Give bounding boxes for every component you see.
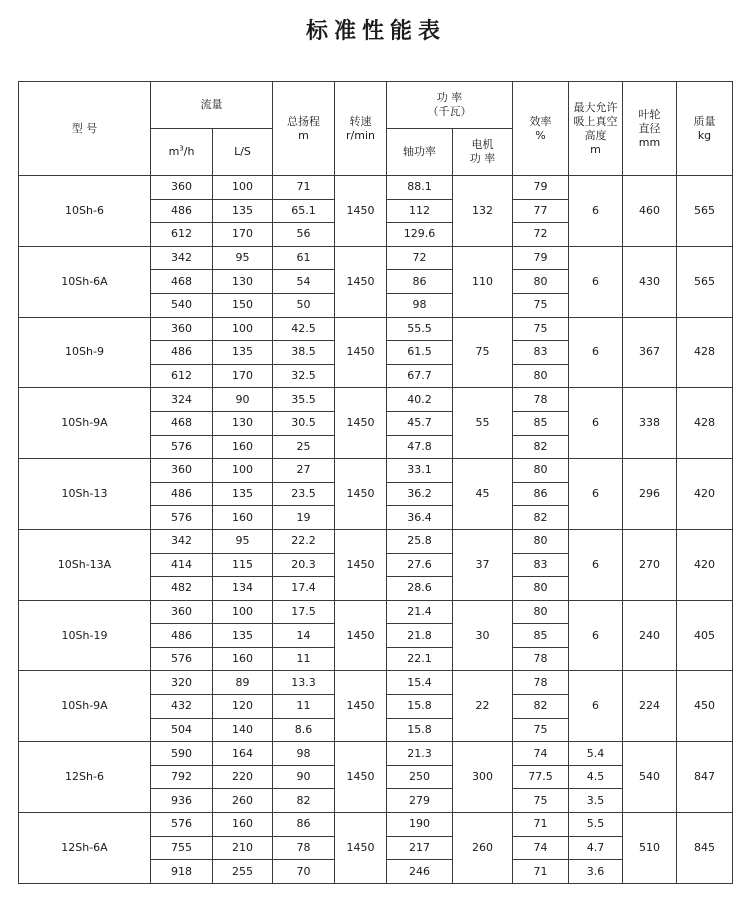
head-cell: 27 bbox=[273, 459, 335, 483]
model-cell: 12Sh-6 bbox=[19, 742, 151, 813]
flow-m3h-cell: 755 bbox=[151, 836, 213, 860]
table-row bbox=[19, 600, 733, 624]
head-cell: 65.1 bbox=[273, 199, 335, 223]
efficiency-cell: 80 bbox=[513, 600, 569, 624]
suction-height-cell: 5.4 bbox=[569, 742, 623, 766]
head-cell: 32.5 bbox=[273, 364, 335, 388]
impeller-diameter-cell: 460 bbox=[623, 176, 677, 247]
shaft-power-cell: 217 bbox=[387, 836, 453, 860]
mass-cell: 450 bbox=[677, 671, 733, 742]
shaft-power-cell: 21.3 bbox=[387, 742, 453, 766]
speed-cell: 1450 bbox=[335, 529, 387, 600]
speed-cell: 1450 bbox=[335, 671, 387, 742]
header-flow-m3h: $m^3/h$ bbox=[151, 129, 213, 176]
flow-m3h-cell: 576 bbox=[151, 813, 213, 837]
head-cell: 54 bbox=[273, 270, 335, 294]
flow-ls-cell: 130 bbox=[213, 270, 273, 294]
flow-m3h-cell: 360 bbox=[151, 459, 213, 483]
mass-cell: 428 bbox=[677, 317, 733, 388]
flow-ls-cell: 160 bbox=[213, 435, 273, 459]
flow-ls-cell: 100 bbox=[213, 600, 273, 624]
model-cell: 10Sh-19 bbox=[19, 600, 151, 671]
table-row bbox=[19, 529, 733, 553]
header-mass: 质量 kg bbox=[677, 82, 733, 176]
flow-m3h-cell: 360 bbox=[151, 317, 213, 341]
flow-m3h-cell: 360 bbox=[151, 600, 213, 624]
motor-power-cell: 37 bbox=[453, 529, 513, 600]
efficiency-cell: 85 bbox=[513, 624, 569, 648]
shaft-power-cell: 33.1 bbox=[387, 459, 453, 483]
head-cell: 11 bbox=[273, 695, 335, 719]
head-cell: 20.3 bbox=[273, 553, 335, 577]
flow-ls-cell: 95 bbox=[213, 246, 273, 270]
impeller-diameter-cell: 430 bbox=[623, 246, 677, 317]
shaft-power-cell: 15.8 bbox=[387, 695, 453, 719]
flow-m3h-cell: 360 bbox=[151, 176, 213, 200]
flow-m3h-cell: 504 bbox=[151, 718, 213, 742]
efficiency-cell: 82 bbox=[513, 506, 569, 530]
shaft-power-cell: 61.5 bbox=[387, 341, 453, 365]
shaft-power-cell: 45.7 bbox=[387, 411, 453, 435]
flow-m3h-cell: 612 bbox=[151, 223, 213, 247]
suction-height-cell: 6 bbox=[569, 459, 623, 530]
flow-ls-cell: 100 bbox=[213, 317, 273, 341]
flow-ls-cell: 170 bbox=[213, 364, 273, 388]
head-cell: 50 bbox=[273, 293, 335, 317]
efficiency-cell: 79 bbox=[513, 176, 569, 200]
head-cell: 71 bbox=[273, 176, 335, 200]
efficiency-cell: 78 bbox=[513, 647, 569, 671]
flow-ls-cell: 255 bbox=[213, 860, 273, 884]
efficiency-cell: 83 bbox=[513, 341, 569, 365]
flow-ls-cell: 135 bbox=[213, 199, 273, 223]
head-cell: 61 bbox=[273, 246, 335, 270]
header-flow: 流量 bbox=[151, 82, 273, 129]
flow-m3h-cell: 468 bbox=[151, 411, 213, 435]
motor-power-cell: 22 bbox=[453, 671, 513, 742]
header-flow-ls: L/S bbox=[213, 129, 273, 176]
shaft-power-cell: 129.6 bbox=[387, 223, 453, 247]
model-cell: 12Sh-6A bbox=[19, 813, 151, 884]
flow-m3h-cell: 576 bbox=[151, 435, 213, 459]
flow-m3h-cell: 576 bbox=[151, 506, 213, 530]
flow-m3h-cell: 320 bbox=[151, 671, 213, 695]
shaft-power-cell: 112 bbox=[387, 199, 453, 223]
shaft-power-cell: 86 bbox=[387, 270, 453, 294]
efficiency-cell: 71 bbox=[513, 813, 569, 837]
efficiency-cell: 82 bbox=[513, 435, 569, 459]
shaft-power-cell: 72 bbox=[387, 246, 453, 270]
impeller-diameter-cell: 224 bbox=[623, 671, 677, 742]
shaft-power-cell: 15.4 bbox=[387, 671, 453, 695]
table-row bbox=[19, 388, 733, 412]
suction-height-cell: 3.6 bbox=[569, 860, 623, 884]
flow-m3h-cell: 342 bbox=[151, 246, 213, 270]
table-row bbox=[19, 176, 733, 200]
speed-cell: 1450 bbox=[335, 176, 387, 247]
head-cell: 30.5 bbox=[273, 411, 335, 435]
flow-m3h-cell: 432 bbox=[151, 695, 213, 719]
motor-power-cell: 300 bbox=[453, 742, 513, 813]
header-row bbox=[19, 82, 733, 129]
flow-m3h-cell: 482 bbox=[151, 577, 213, 601]
efficiency-cell: 86 bbox=[513, 482, 569, 506]
flow-ls-cell: 170 bbox=[213, 223, 273, 247]
flow-m3h-cell: 468 bbox=[151, 270, 213, 294]
header-efficiency: 效率 % bbox=[513, 82, 569, 176]
suction-height-cell: 6 bbox=[569, 176, 623, 247]
flow-m3h-cell: 936 bbox=[151, 789, 213, 813]
shaft-power-cell: 21.4 bbox=[387, 600, 453, 624]
table-row bbox=[19, 813, 733, 837]
motor-power-cell: 110 bbox=[453, 246, 513, 317]
head-cell: 78 bbox=[273, 836, 335, 860]
flow-ls-cell: 134 bbox=[213, 577, 273, 601]
shaft-power-cell: 36.4 bbox=[387, 506, 453, 530]
suction-height-cell: 6 bbox=[569, 529, 623, 600]
flow-ls-cell: 130 bbox=[213, 411, 273, 435]
flow-ls-cell: 115 bbox=[213, 553, 273, 577]
flow-m3h-cell: 486 bbox=[151, 341, 213, 365]
flow-ls-cell: 160 bbox=[213, 506, 273, 530]
flow-m3h-cell: 324 bbox=[151, 388, 213, 412]
head-cell: 17.5 bbox=[273, 600, 335, 624]
flow-m3h-cell: 342 bbox=[151, 529, 213, 553]
impeller-diameter-cell: 338 bbox=[623, 388, 677, 459]
motor-power-cell: 30 bbox=[453, 600, 513, 671]
flow-m3h-cell: 918 bbox=[151, 860, 213, 884]
flow-m3h-cell: 792 bbox=[151, 765, 213, 789]
speed-cell: 1450 bbox=[335, 459, 387, 530]
efficiency-cell: 80 bbox=[513, 577, 569, 601]
suction-height-cell: 4.5 bbox=[569, 765, 623, 789]
flow-m3h-cell: 486 bbox=[151, 199, 213, 223]
flow-ls-cell: 135 bbox=[213, 624, 273, 648]
head-cell: 70 bbox=[273, 860, 335, 884]
table-body bbox=[19, 176, 733, 884]
table-row bbox=[19, 459, 733, 483]
head-cell: 22.2 bbox=[273, 529, 335, 553]
motor-power-cell: 55 bbox=[453, 388, 513, 459]
shaft-power-cell: 15.8 bbox=[387, 718, 453, 742]
head-cell: 14 bbox=[273, 624, 335, 648]
flow-m3h-cell: 486 bbox=[151, 482, 213, 506]
shaft-power-cell: 36.2 bbox=[387, 482, 453, 506]
efficiency-cell: 77 bbox=[513, 199, 569, 223]
efficiency-cell: 83 bbox=[513, 553, 569, 577]
motor-power-cell: 75 bbox=[453, 317, 513, 388]
header-head: 总扬程 m bbox=[273, 82, 335, 176]
efficiency-cell: 71 bbox=[513, 860, 569, 884]
header-motor-power: 电机 功 率 bbox=[453, 129, 513, 176]
shaft-power-cell: 55.5 bbox=[387, 317, 453, 341]
efficiency-cell: 80 bbox=[513, 459, 569, 483]
suction-height-cell: 3.5 bbox=[569, 789, 623, 813]
shaft-power-cell: 250 bbox=[387, 765, 453, 789]
flow-ls-cell: 160 bbox=[213, 813, 273, 837]
speed-cell: 1450 bbox=[335, 246, 387, 317]
speed-cell: 1450 bbox=[335, 600, 387, 671]
suction-height-cell: 6 bbox=[569, 671, 623, 742]
suction-height-cell: 4.7 bbox=[569, 836, 623, 860]
head-cell: 90 bbox=[273, 765, 335, 789]
efficiency-cell: 75 bbox=[513, 718, 569, 742]
flow-m3h-cell: 612 bbox=[151, 364, 213, 388]
model-cell: 10Sh-9 bbox=[19, 317, 151, 388]
efficiency-cell: 72 bbox=[513, 223, 569, 247]
shaft-power-cell: 27.6 bbox=[387, 553, 453, 577]
flow-ls-cell: 260 bbox=[213, 789, 273, 813]
efficiency-cell: 75 bbox=[513, 293, 569, 317]
head-cell: 56 bbox=[273, 223, 335, 247]
header-model: 型 号 bbox=[19, 82, 151, 176]
model-cell: 10Sh-13A bbox=[19, 529, 151, 600]
head-cell: 11 bbox=[273, 647, 335, 671]
mass-cell: 565 bbox=[677, 246, 733, 317]
head-cell: 82 bbox=[273, 789, 335, 813]
shaft-power-cell: 22.1 bbox=[387, 647, 453, 671]
mass-cell: 847 bbox=[677, 742, 733, 813]
flow-ls-cell: 220 bbox=[213, 765, 273, 789]
flow-m3h-cell: 590 bbox=[151, 742, 213, 766]
efficiency-cell: 75 bbox=[513, 789, 569, 813]
model-cell: 10Sh-9A bbox=[19, 671, 151, 742]
head-cell: 23.5 bbox=[273, 482, 335, 506]
shaft-power-cell: 279 bbox=[387, 789, 453, 813]
mass-cell: 420 bbox=[677, 529, 733, 600]
head-cell: 35.5 bbox=[273, 388, 335, 412]
shaft-power-cell: 28.6 bbox=[387, 577, 453, 601]
suction-height-cell: 6 bbox=[569, 246, 623, 317]
impeller-diameter-cell: 270 bbox=[623, 529, 677, 600]
efficiency-cell: 74 bbox=[513, 836, 569, 860]
efficiency-cell: 77.5 bbox=[513, 765, 569, 789]
header-suction-height: 最大允许 吸上真空 高度 m bbox=[569, 82, 623, 176]
suction-height-cell: 6 bbox=[569, 388, 623, 459]
table-row bbox=[19, 742, 733, 766]
mass-cell: 428 bbox=[677, 388, 733, 459]
shaft-power-cell: 88.1 bbox=[387, 176, 453, 200]
performance-table bbox=[18, 81, 733, 884]
header-shaft-power: 轴功率 bbox=[387, 129, 453, 176]
table-row bbox=[19, 671, 733, 695]
motor-power-cell: 45 bbox=[453, 459, 513, 530]
head-cell: 13.3 bbox=[273, 671, 335, 695]
impeller-diameter-cell: 367 bbox=[623, 317, 677, 388]
efficiency-cell: 75 bbox=[513, 317, 569, 341]
shaft-power-cell: 98 bbox=[387, 293, 453, 317]
flow-ls-cell: 140 bbox=[213, 718, 273, 742]
head-cell: 19 bbox=[273, 506, 335, 530]
suction-height-cell: 5.5 bbox=[569, 813, 623, 837]
page-title: 标准性能表 bbox=[305, 18, 446, 44]
mass-cell: 405 bbox=[677, 600, 733, 671]
flow-ls-cell: 160 bbox=[213, 647, 273, 671]
flow-m3h-cell: 414 bbox=[151, 553, 213, 577]
efficiency-cell: 80 bbox=[513, 270, 569, 294]
impeller-diameter-cell: 540 bbox=[623, 742, 677, 813]
speed-cell: 1450 bbox=[335, 813, 387, 884]
efficiency-cell: 74 bbox=[513, 742, 569, 766]
head-cell: 42.5 bbox=[273, 317, 335, 341]
flow-ls-cell: 150 bbox=[213, 293, 273, 317]
table-row bbox=[19, 317, 733, 341]
efficiency-cell: 80 bbox=[513, 364, 569, 388]
head-cell: 25 bbox=[273, 435, 335, 459]
speed-cell: 1450 bbox=[335, 742, 387, 813]
flow-ls-cell: 90 bbox=[213, 388, 273, 412]
shaft-power-cell: 21.8 bbox=[387, 624, 453, 648]
efficiency-cell: 80 bbox=[513, 529, 569, 553]
table-row bbox=[19, 246, 733, 270]
suction-height-cell: 6 bbox=[569, 600, 623, 671]
impeller-diameter-cell: 510 bbox=[623, 813, 677, 884]
head-cell: 17.4 bbox=[273, 577, 335, 601]
flow-ls-cell: 89 bbox=[213, 671, 273, 695]
flow-m3h-cell: 486 bbox=[151, 624, 213, 648]
motor-power-cell: 260 bbox=[453, 813, 513, 884]
efficiency-cell: 78 bbox=[513, 671, 569, 695]
header-speed: 转速 r/min bbox=[335, 82, 387, 176]
head-cell: 38.5 bbox=[273, 341, 335, 365]
shaft-power-cell: 40.2 bbox=[387, 388, 453, 412]
flow-ls-cell: 95 bbox=[213, 529, 273, 553]
flow-ls-cell: 210 bbox=[213, 836, 273, 860]
motor-power-cell: 132 bbox=[453, 176, 513, 247]
header-impeller-diameter: 叶轮 直径 mm bbox=[623, 82, 677, 176]
head-cell: 98 bbox=[273, 742, 335, 766]
shaft-power-cell: 25.8 bbox=[387, 529, 453, 553]
head-cell: 86 bbox=[273, 813, 335, 837]
model-cell: 10Sh-6A bbox=[19, 246, 151, 317]
model-cell: 10Sh-13 bbox=[19, 459, 151, 530]
shaft-power-cell: 246 bbox=[387, 860, 453, 884]
flow-ls-cell: 135 bbox=[213, 482, 273, 506]
impeller-diameter-cell: 240 bbox=[623, 600, 677, 671]
efficiency-cell: 82 bbox=[513, 695, 569, 719]
speed-cell: 1450 bbox=[335, 317, 387, 388]
model-cell: 10Sh-6 bbox=[19, 176, 151, 247]
flow-ls-cell: 164 bbox=[213, 742, 273, 766]
mass-cell: 845 bbox=[677, 813, 733, 884]
flow-ls-cell: 135 bbox=[213, 341, 273, 365]
flow-ls-cell: 100 bbox=[213, 459, 273, 483]
shaft-power-cell: 47.8 bbox=[387, 435, 453, 459]
model-cell: 10Sh-9A bbox=[19, 388, 151, 459]
flow-m3h-cell: 576 bbox=[151, 647, 213, 671]
flow-m3h-cell: 540 bbox=[151, 293, 213, 317]
flow-ls-cell: 120 bbox=[213, 695, 273, 719]
speed-cell: 1450 bbox=[335, 388, 387, 459]
header-power: 功 率 （千瓦） bbox=[387, 82, 513, 129]
shaft-power-cell: 190 bbox=[387, 813, 453, 837]
efficiency-cell: 78 bbox=[513, 388, 569, 412]
suction-height-cell: 6 bbox=[569, 317, 623, 388]
shaft-power-cell: 67.7 bbox=[387, 364, 453, 388]
head-cell: 8.6 bbox=[273, 718, 335, 742]
mass-cell: 420 bbox=[677, 459, 733, 530]
mass-cell: 565 bbox=[677, 176, 733, 247]
efficiency-cell: 85 bbox=[513, 411, 569, 435]
flow-ls-cell: 100 bbox=[213, 176, 273, 200]
impeller-diameter-cell: 296 bbox=[623, 459, 677, 530]
efficiency-cell: 79 bbox=[513, 246, 569, 270]
